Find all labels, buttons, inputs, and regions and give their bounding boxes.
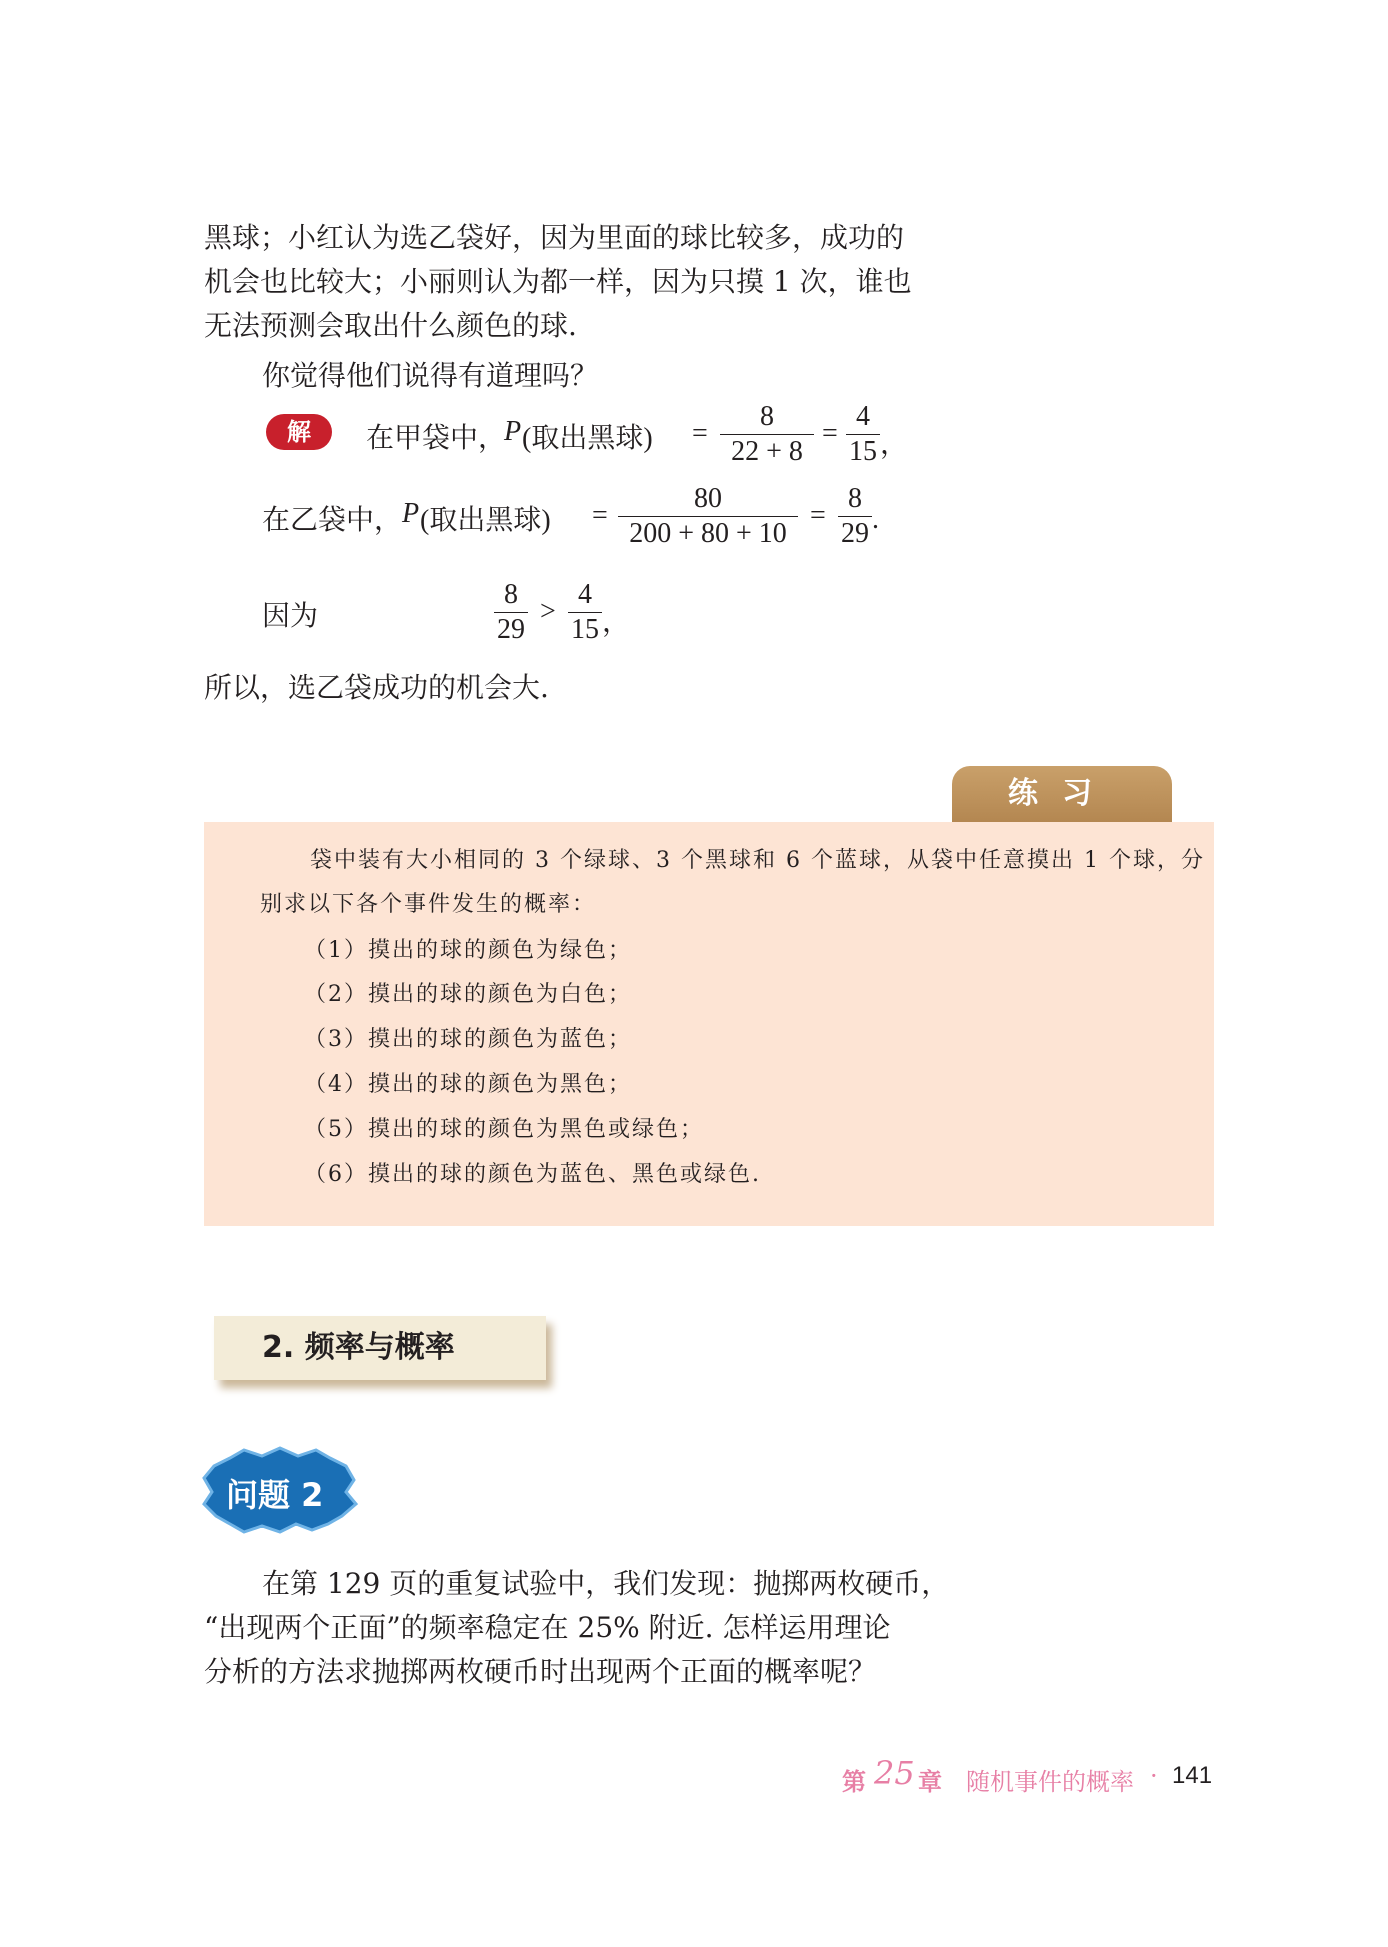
problem-line-3: 分析的方法求抛掷两枚硬币时出现两个正面的概率呢？ <box>204 1655 877 1688</box>
exercise-tab: 练习 <box>952 766 1172 824</box>
fraction-denominator: 29 <box>841 518 869 549</box>
sol1-P: P <box>504 416 522 447</box>
fraction-numerator: 8 <box>760 401 774 432</box>
exercise-intro-2: 别求以下各个事件发生的概率： <box>260 892 597 917</box>
fraction-denominator: 200 + 80 + 10 <box>629 518 787 549</box>
exercise-item-1: （1）摸出的球的颜色为绿色； <box>304 938 632 963</box>
sol3-op: > <box>540 596 556 627</box>
sol1-fraction-b <box>846 400 880 469</box>
intro-line-3: 无法预测会取出什么颜色的球. <box>204 309 577 342</box>
sol2-fraction-a <box>618 482 798 551</box>
sol2-fraction-b <box>838 482 872 551</box>
exercise-item-2: （2）摸出的球的颜色为白色； <box>304 982 632 1007</box>
fraction-numerator: 8 <box>504 579 518 610</box>
sol2-eq: = <box>592 500 608 531</box>
sol2-eq2: = <box>810 500 826 531</box>
page-number: 141 <box>1172 1762 1213 1789</box>
sol1-fraction-a <box>720 400 814 469</box>
exercise-item-5: （5）摸出的球的颜色为黑色或绿色； <box>304 1117 704 1142</box>
sol1-eq2: = <box>822 418 838 449</box>
intro-line-1: 黑球；小红认为选乙袋好，因为里面的球比较多，成功的 <box>204 221 905 254</box>
problem-line-2: “出现两个正面”的频率稳定在 25% 附近. 怎样运用理论 <box>204 1611 891 1644</box>
exercise-item-4: （4）摸出的球的颜色为黑色； <box>304 1072 632 1097</box>
sol1-eq: = <box>692 418 708 449</box>
footer-dot: · <box>1150 1762 1158 1790</box>
sol2-P: P <box>402 498 420 529</box>
footer-chapter-prefix: 第 <box>842 1767 866 1796</box>
fraction-numerator: 4 <box>578 579 592 610</box>
sol3-fraction-a <box>494 578 528 647</box>
question-text: 你觉得他们说得有道理吗？ <box>262 359 599 392</box>
intro-line-2: 机会也比较大；小丽则认为都一样，因为只摸 1 次，谁也 <box>204 265 912 298</box>
solution-conclusion: 所以，选乙袋成功的机会大. <box>204 671 549 704</box>
sol1-end: ， <box>880 429 909 460</box>
footer-chapter-number: 25 <box>874 1754 915 1792</box>
fraction-numerator: 4 <box>856 401 870 432</box>
sol3-end: ， <box>602 607 631 638</box>
sol3-fraction-b <box>568 578 602 647</box>
sol3-prefix: 因为 <box>262 601 319 632</box>
solution-tag: 解 <box>266 414 332 450</box>
fraction-numerator: 80 <box>694 483 722 514</box>
exercise-item-3: （3）摸出的球的颜色为蓝色； <box>304 1027 632 1052</box>
exercise-intro-1: 袋中装有大小相同的 3 个绿球、3 个黑球和 6 个蓝球，从袋中任意摸出 1 个球，分 <box>310 848 1205 873</box>
sol2-event: (取出黑球) <box>420 505 551 536</box>
section-title: 2. 频率与概率 <box>262 1330 455 1365</box>
fraction-denominator: 15 <box>849 436 877 467</box>
fraction-denominator: 15 <box>571 614 599 645</box>
sol1-prefix: 在甲袋中， <box>366 423 507 454</box>
footer-chapter-suffix: 章 <box>918 1767 942 1796</box>
footer-chapter-title: 随机事件的概率 <box>966 1768 1134 1796</box>
sol2-end: . <box>872 504 879 535</box>
problem-line-1: 在第 129 页的重复试验中，我们发现：抛掷两枚硬币， <box>262 1567 950 1600</box>
fraction-denominator: 29 <box>497 614 525 645</box>
exercise-item-6: （6）摸出的球的颜色为蓝色、黑色或绿色. <box>304 1162 761 1187</box>
fraction-numerator: 8 <box>848 483 862 514</box>
exercise-box <box>204 822 1214 1226</box>
sol2-prefix: 在乙袋中， <box>262 505 403 536</box>
problem-badge-label: 问题 2 <box>226 1476 324 1514</box>
sol1-event: (取出黑球) <box>522 423 653 454</box>
fraction-denominator: 22 + 8 <box>731 436 803 467</box>
